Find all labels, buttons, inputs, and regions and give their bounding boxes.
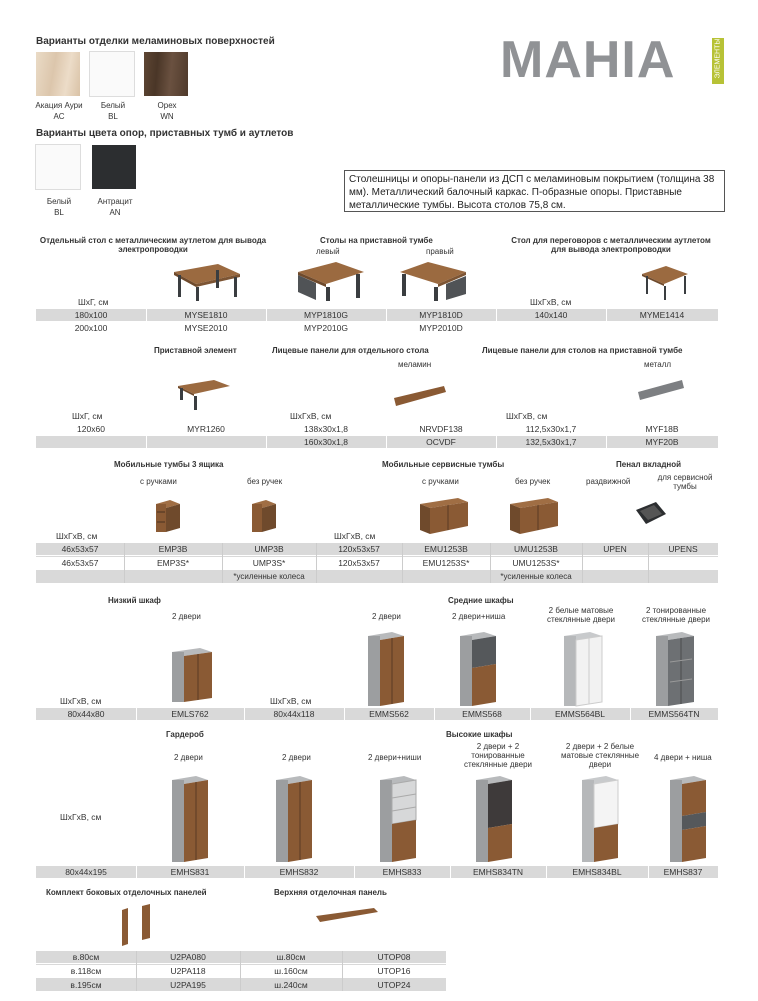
- pedestals-cell: UMU1253S*: [512, 558, 560, 568]
- tall-sub-1: 2 двери: [282, 753, 311, 762]
- swatch-walnut-code: WN: [160, 112, 174, 121]
- pedestals-cell: UMP3S*: [252, 558, 286, 568]
- cabinet-emms568-image: [458, 632, 498, 708]
- panels-cell: ш.160см: [274, 966, 308, 976]
- pedestals-cell: 120x53x57: [338, 544, 380, 554]
- swatch-acacia: [36, 52, 80, 96]
- service-pedestals-title: Мобильные сервисные тумбы: [382, 460, 505, 469]
- pedestal-emp3-image: [154, 498, 182, 536]
- tables-cell: MYP1810D: [419, 310, 463, 320]
- tables-cell: 180x100: [74, 310, 108, 320]
- meeting-table-title: Стол для переговоров с металлическим аутлетом для вывода электропроводки: [511, 236, 711, 254]
- extension-cell: OCVDF: [426, 437, 456, 447]
- pedestal-with-handles: с ручками: [140, 477, 177, 486]
- tables-cell: MYP2010G: [304, 323, 348, 333]
- tall-cell: EMHS837: [663, 867, 703, 877]
- table-meeting-image: [640, 262, 690, 302]
- tall-sub-5: 4 двери + ниша: [654, 753, 712, 762]
- tables-cell: 140x140: [534, 310, 568, 320]
- separate-table-title: Отдельный стол с металлическим аутлетом для вывода электропроводки: [39, 236, 267, 254]
- extension-cell: 120x60: [77, 424, 105, 434]
- face-panels-2-sub: металл: [644, 360, 672, 369]
- mid-sub-3: 2 белые матовые стеклянные двери: [546, 606, 616, 624]
- cabinet-emhs834tn-image: [474, 776, 514, 864]
- swatch-acacia-name: Акация Аури: [35, 101, 83, 110]
- swatch-walnut: [144, 52, 188, 96]
- pedestals-cell: EMU1253S*: [422, 558, 470, 568]
- wardrobe-emhs831-image: [170, 776, 210, 864]
- pedestals-dim-label-b: ШхГхВ, см: [334, 531, 376, 541]
- face-panel-metal-image: [636, 378, 686, 404]
- mid-dim-label: ШхГхВ, см: [60, 696, 102, 706]
- swatch-anthracite-name: Антрацит: [97, 197, 133, 206]
- mid-cell: EMMS568: [462, 709, 502, 719]
- tables-cell: MYME1414: [639, 310, 685, 320]
- panels-cell: ш.240см: [274, 980, 308, 990]
- wardrobe-sub: 2 двери: [174, 753, 203, 762]
- tall-dim-label: ШхГхВ, см: [60, 812, 102, 822]
- swatch-support-white: [36, 145, 80, 189]
- mid-sub-4: 2 тонированные стеклянные двери: [641, 606, 711, 624]
- swatch-walnut-name: Орех: [157, 101, 177, 110]
- panels-cell: в.195см: [70, 980, 102, 990]
- tables-dim-label-meeting: ШхГхВ, см: [530, 297, 572, 307]
- pedestal-ump3-image: [250, 498, 278, 536]
- service-with-handles: с ручками: [422, 477, 459, 486]
- swatch-white: [90, 52, 134, 96]
- top-panel-image: [314, 906, 380, 928]
- top-panel-title: Верхняя отделочная панель: [274, 888, 387, 897]
- cabinet-emms562-image: [366, 632, 406, 708]
- swatch-anthracite-code: AN: [109, 208, 121, 217]
- swatch-support-white-code: BL: [54, 208, 64, 217]
- panels-cell: U2PA080: [170, 952, 206, 962]
- service-umu-image: [508, 496, 560, 536]
- melamine-finishes-title: Варианты отделки меламиновых поверхностей: [36, 36, 275, 47]
- extension-dim-label: ШхГ, см: [72, 411, 103, 421]
- pedestals-dim-label: ШхГхВ, см: [56, 531, 98, 541]
- extension-cell: MYF18B: [645, 424, 679, 434]
- face-panels-2-title: Лицевые панели для столов на приставной тумбе: [482, 346, 683, 355]
- pedestals-cell: UMP3B: [254, 544, 284, 554]
- low-cabinet-title: Низкий шкаф: [108, 596, 161, 605]
- cabinet-emhs834bl-image: [580, 776, 620, 864]
- tables-cell: MYP2010D: [419, 323, 463, 333]
- panels-cell: ш.80см: [276, 952, 306, 962]
- mid-cell: 80x44x118: [273, 709, 315, 719]
- face-dim-label: ШхГхВ, см: [290, 411, 332, 421]
- panels-cell: U2PA195: [170, 980, 206, 990]
- tall-sub-3: 2 двери + 2 тонированные стеклянные двери: [463, 742, 533, 769]
- mid-cell: EMMS564TN: [648, 709, 700, 719]
- panels-cell: в.118см: [70, 966, 102, 976]
- side-table-title: Столы на приставной тумбе: [320, 236, 433, 245]
- tall-cell: EMHS834BL: [572, 867, 622, 877]
- extension-title: Приставной элемент: [154, 346, 237, 355]
- side-panels-image: [120, 904, 156, 948]
- pencil-case-title: Пенал вкладной: [616, 460, 682, 469]
- tall-cell: EMHS831: [170, 867, 210, 877]
- tables-cell: MYSE1810: [184, 310, 228, 320]
- pencil-case-image: [634, 500, 668, 528]
- pencil-sub-service: для сервисной тумбы: [657, 473, 713, 491]
- mobile-pedestals-title: Мобильные тумбы 3 ящика: [114, 460, 224, 469]
- brand-logo: МАНІА: [500, 31, 676, 89]
- pencil-sub-sliding: раздвижной: [586, 477, 631, 486]
- swatch-white-code: BL: [108, 112, 118, 121]
- pedestals-note: *усиленные колеса: [233, 572, 305, 581]
- tables-cell: 200x100: [74, 323, 108, 333]
- mid-cell: 80x44x80: [67, 709, 105, 719]
- side-panels-title: Комплект боковых отделочных панелей: [46, 888, 207, 897]
- tall-cell: EMHS832: [279, 867, 319, 877]
- mid-cell: EMMS562: [369, 709, 409, 719]
- pedestals-cell: UPENS: [668, 544, 698, 554]
- extension-cell: 160x30x1,8: [304, 437, 348, 447]
- panels-cell: UTOP08: [377, 952, 411, 962]
- face-panels-sub: меламин: [398, 360, 432, 369]
- tall-cell: 80x44x195: [65, 867, 107, 877]
- pedestal-no-handles: без ручек: [247, 477, 283, 486]
- cabinet-emms564bl-image: [562, 632, 604, 708]
- pedestals-cell: UMU1253B: [514, 544, 558, 554]
- low-cabinet-sub: 2 двери: [172, 612, 201, 621]
- service-no-handles: без ручек: [515, 477, 551, 486]
- mid-cell: EMMS564BL: [554, 709, 606, 719]
- face2-dim-label: ШхГхВ, см: [506, 411, 548, 421]
- side-left-label: левый: [316, 247, 340, 256]
- swatch-white-name: Белый: [100, 101, 126, 110]
- tables-cell: MYP1810G: [304, 310, 348, 320]
- service-emu-image: [418, 496, 470, 536]
- brand-logo-side: ЭЛЕМЕНТЫ: [712, 38, 724, 84]
- mid-cabinets-title: Средние шкафы: [448, 596, 514, 605]
- face-panel-melamine-image: [392, 384, 448, 410]
- pedestals-cell: 46x53x57: [61, 558, 99, 568]
- cabinet-emhs833-image: [378, 776, 418, 864]
- tall-cell: EMHS833: [382, 867, 422, 877]
- mid-cell: EMLS762: [171, 709, 209, 719]
- tall-sub-4: 2 двери + 2 белые матовые стеклянные двери: [560, 742, 640, 769]
- pedestals-cell: EMP3S*: [156, 558, 190, 568]
- swatch-acacia-code: AC: [53, 112, 65, 121]
- extension-cell: 112,5x30x1,7: [525, 424, 577, 434]
- pedestals-cell: EMU1253B: [424, 544, 468, 554]
- extension-cell: 138x30x1,8: [304, 424, 348, 434]
- support-colors-title: Варианты цвета опор, приставных тумб и аутлетов: [36, 128, 294, 139]
- pedestals-cell: 120x53x57: [338, 558, 380, 568]
- mid-sub-1: 2 двери: [372, 612, 401, 621]
- tables-dim-label: ШхГ, см: [78, 297, 109, 307]
- table-mysw-image: [170, 262, 242, 302]
- description-box: Столешницы и опоры-панели из ДСП с меламиновым покрытием (толщина 38 мм). Металлический балочный каркас. П-образные опоры. Приставные металлические тумбы. Высота столов 75,8 см.: [344, 170, 725, 212]
- cabinet-emls762-image: [170, 648, 214, 704]
- extension-cell: MYF20B: [645, 437, 679, 447]
- panels-cell: в.80см: [72, 952, 100, 962]
- pedestals-cell: UPEN: [603, 544, 627, 554]
- swatch-support-white-name: Белый: [46, 197, 72, 206]
- mid-dim-label-b: ШхГхВ, см: [270, 696, 312, 706]
- mid-sub-2: 2 двери+ниша: [452, 612, 506, 621]
- swatch-anthracite: [92, 145, 136, 189]
- extension-image: [176, 378, 232, 412]
- cabinet-emms564tn-image: [654, 632, 696, 708]
- face-panels-title: Лицевые панели для отдельного стола: [272, 346, 429, 355]
- extension-cell: 132,5x30x1,7: [525, 437, 577, 447]
- table-right-image: [398, 258, 468, 302]
- cabinet-emhs832-image: [274, 776, 314, 864]
- panels-cell: UTOP24: [377, 980, 411, 990]
- pedestals-cell: EMP3B: [158, 544, 188, 554]
- side-right-label: правый: [426, 247, 454, 256]
- panels-cell: UTOP16: [377, 966, 411, 976]
- pedestals-row-3-bar: [36, 571, 718, 583]
- tables-cell: MYSE2010: [184, 323, 228, 333]
- table-left-image: [296, 258, 366, 302]
- wardrobe-title: Гардероб: [166, 730, 204, 739]
- cabinet-emhs837-image: [668, 776, 708, 864]
- extension-cell: MYR1260: [187, 424, 225, 434]
- pedestals-note-b: *усиленные колеса: [500, 572, 572, 581]
- panels-cell: U2PA118: [170, 966, 206, 976]
- tall-cell: EMHS834TN: [472, 867, 524, 877]
- tall-cabinets-title: Высокие шкафы: [446, 730, 513, 739]
- pedestals-cell: 46x53x57: [61, 544, 99, 554]
- tall-sub-2: 2 двери+ниши: [368, 753, 422, 762]
- extension-cell: NRVDF138: [419, 424, 463, 434]
